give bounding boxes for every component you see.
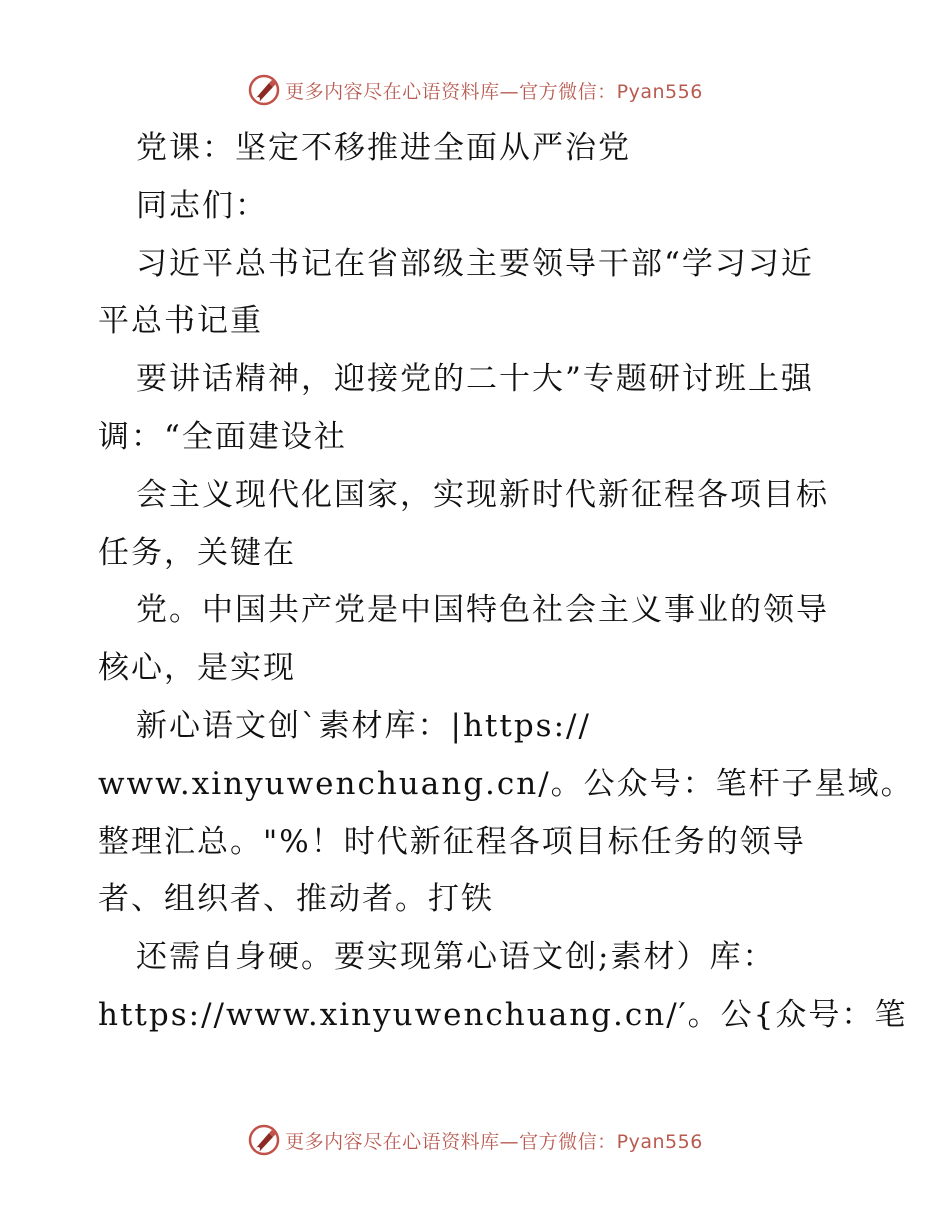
footer-banner bbox=[0, 1122, 950, 1158]
paragraph-line: 习近平总书记在省部级主要领导干部“学习习近 bbox=[136, 245, 814, 282]
paragraph-line: www.xinyuwenchuang.cn/。公众号：笔杆子星域。 bbox=[98, 765, 914, 802]
paragraph-line: 党。中国共产党是中国特色社会主义事业的领导 bbox=[136, 592, 829, 629]
paragraph-line: 新心语文创`素材库：|https:// bbox=[136, 707, 591, 744]
paragraph-line: 平总书记重 bbox=[98, 303, 263, 340]
paragraph-line: 调：“全面建设社 bbox=[98, 418, 347, 455]
document-title: 党课：坚定不移推进全面从严治党 bbox=[136, 130, 631, 166]
pen-nib-logo-icon bbox=[247, 73, 281, 107]
paragraph-line: 任务，关键在 bbox=[98, 534, 296, 571]
pen-nib-logo-icon bbox=[247, 1123, 281, 1157]
paragraph-line: 要讲话精神，迎接党的二十大”专题研讨班上强 bbox=[136, 361, 814, 398]
document-body bbox=[98, 120, 914, 1045]
paragraph-line: https://www.xinyuwenchuang.cn/′。公{众号：笔 bbox=[98, 996, 908, 1033]
header-banner bbox=[0, 72, 950, 108]
header-banner-text: 更多内容尽在心语资料库—官方微信：Pyan556 bbox=[285, 80, 703, 103]
salutation: 同志们： bbox=[136, 187, 268, 224]
paragraph-line: 还需自身硬。要实现第心语文创;素材）库： bbox=[136, 939, 776, 976]
paragraph-line: 核心，是实现 bbox=[98, 650, 296, 687]
paragraph-line: 者、组织者、推动者。打铁 bbox=[98, 881, 494, 918]
paragraph-line: 整理汇总。"%！时代新征程各项目标任务的领导 bbox=[98, 823, 806, 860]
footer-banner-text: 更多内容尽在心语资料库—官方微信：Pyan556 bbox=[285, 1130, 703, 1153]
paragraph-line: 会主义现代化国家，实现新时代新征程各项目标 bbox=[136, 476, 829, 513]
